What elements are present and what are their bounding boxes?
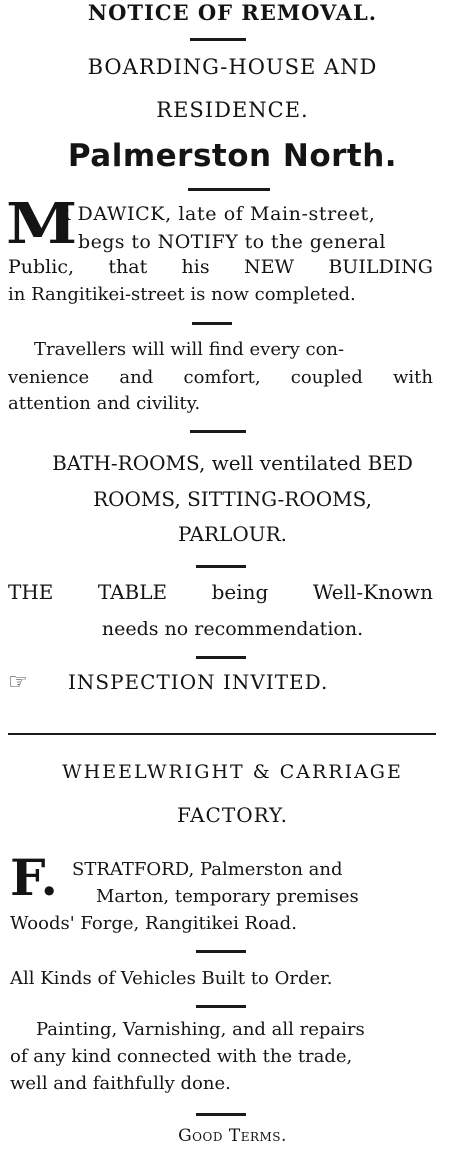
divider	[188, 188, 270, 191]
stratford-line: Marton, temporary premises	[96, 886, 359, 907]
drop-cap-f: F.	[10, 848, 58, 907]
repairs-line: Painting, Varnishing, and all repairs	[36, 1019, 365, 1040]
rooms-line: PARLOUR.	[177, 522, 288, 546]
inspection-line: INSPECTION INVITED.	[68, 670, 329, 694]
divider	[196, 1113, 246, 1116]
stratford-line: Woods' Forge, Rangitikei Road.	[10, 913, 297, 934]
residence-line: RESIDENCE.	[156, 98, 309, 122]
place-title: Palmerston North.	[67, 138, 398, 174]
divider	[196, 565, 246, 568]
travellers-line: venience and comfort, coupled with	[8, 367, 433, 388]
rooms-line: BATH-ROOMS, well ventilated BED	[52, 451, 413, 475]
notice-line: R DAWICK, late of Main-street,	[56, 203, 376, 225]
divider	[196, 1005, 246, 1008]
pointing-hand-icon: ☞	[8, 670, 28, 695]
drop-cap-m: M	[6, 191, 78, 257]
repairs-line: well and faithfully done.	[10, 1073, 231, 1094]
table-line: needs no recommendation.	[101, 618, 364, 640]
section-separator	[8, 733, 436, 735]
factory-heading: FACTORY.	[176, 803, 289, 827]
notice-line: begs to NOTIFY to the general	[78, 231, 386, 253]
rooms-line: ROOMS, SITTING-ROOMS,	[93, 487, 372, 511]
wheelwright-heading: WHEELWRIGHT & CARRIAGE	[62, 761, 403, 783]
divider	[192, 322, 232, 325]
divider	[190, 38, 246, 41]
divider	[196, 950, 246, 953]
travellers-line: attention and civility.	[8, 393, 201, 414]
terms-line: Good Terms.	[178, 1126, 287, 1146]
divider	[190, 430, 246, 433]
notice-line: Public, that his NEW BUILDING	[8, 256, 433, 278]
table-line: THE TABLE being Well-Known	[8, 580, 433, 604]
removal-heading: NOTICE OF REMOVAL.	[87, 0, 378, 25]
stratford-line: STRATFORD, Palmerston and	[72, 859, 343, 880]
vehicles-line: All Kinds of Vehicles Built to Order.	[10, 968, 333, 989]
notice-line: in Rangitikei-street is now completed.	[8, 284, 356, 305]
repairs-line: of any kind connected with the trade,	[10, 1046, 353, 1067]
travellers-line: Travellers will will find every con-	[34, 339, 345, 360]
boarding-house-line: BOARDING-HOUSE AND	[87, 55, 378, 79]
divider	[196, 656, 246, 659]
